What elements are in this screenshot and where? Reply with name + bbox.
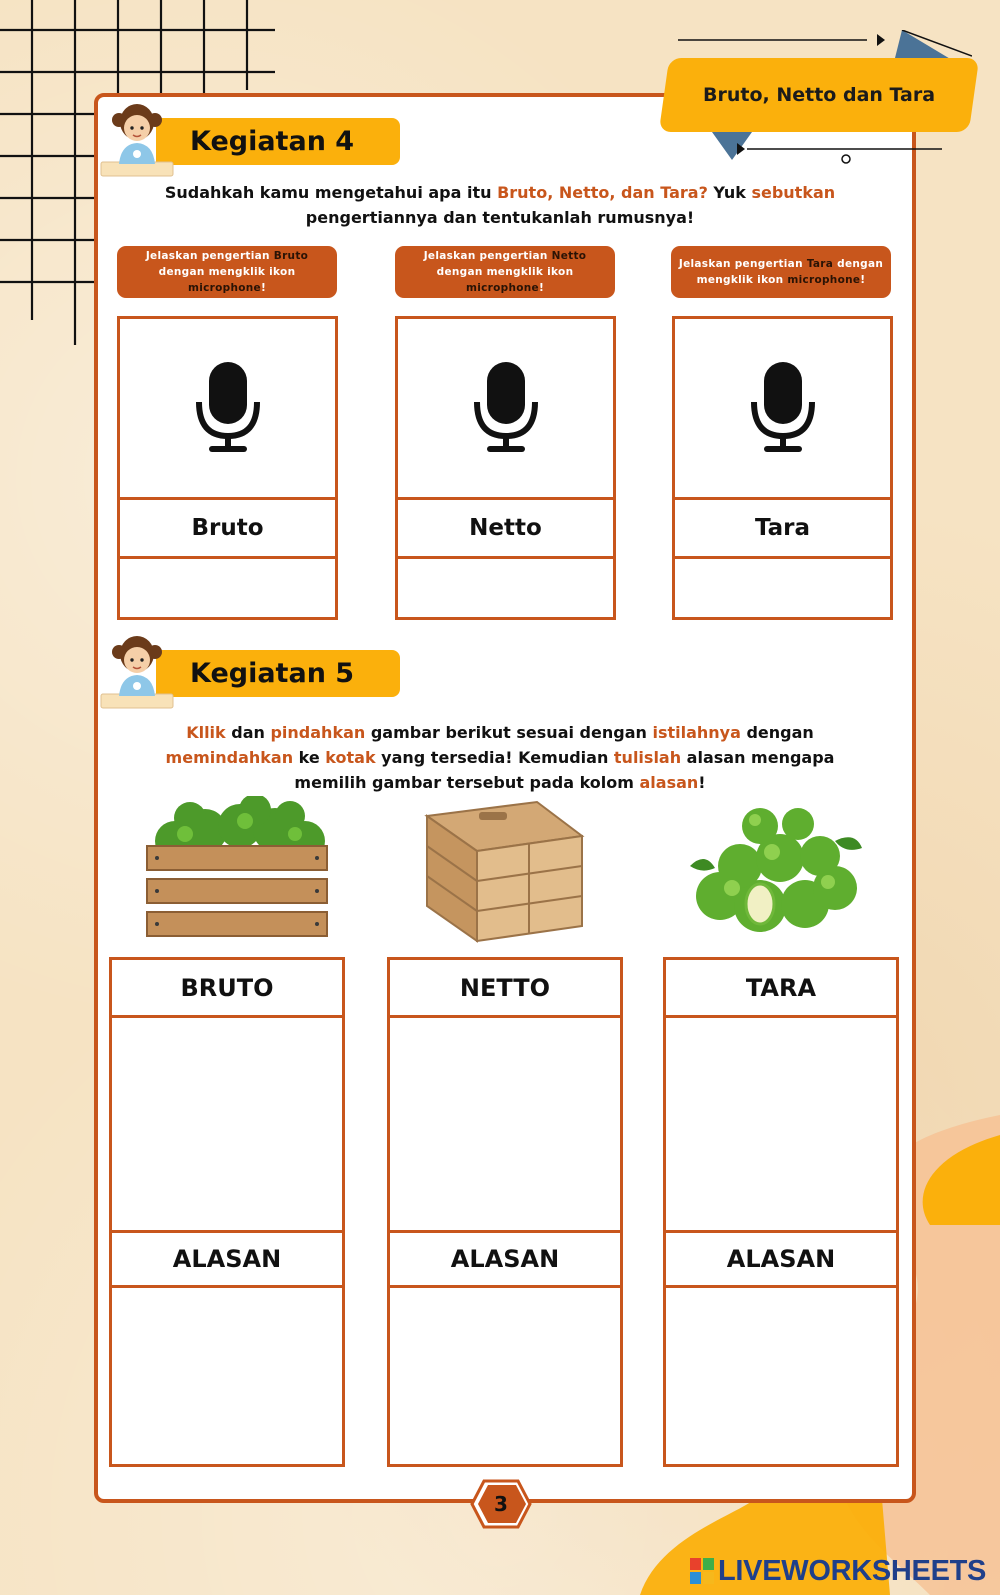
liveworksheets-logo (690, 1553, 990, 1589)
mic-label: Bruto (120, 497, 335, 559)
netto-drop-zone[interactable] (390, 1018, 620, 1230)
highlight-text: Kllik (186, 723, 226, 742)
intro-text: ! (698, 773, 706, 792)
reason-heading: ALASAN (666, 1230, 896, 1288)
reason-heading: ALASAN (112, 1230, 342, 1288)
highlight-text: alasan (639, 773, 699, 792)
mic-label: Netto (398, 497, 613, 559)
highlight-text: pindahkan (270, 723, 366, 742)
bruto-drop-zone[interactable] (112, 1018, 342, 1230)
answer-field-netto[interactable] (398, 559, 613, 617)
instruction-text: ikon (757, 274, 784, 286)
liveworksheets-logo-icon (690, 1558, 714, 1584)
record-bruto-button[interactable] (120, 319, 335, 497)
tara-reason-field[interactable] (666, 1288, 896, 1464)
instruction-text: ! (538, 282, 545, 294)
microphone-icon (195, 360, 261, 456)
kegiatan-5-title: Kegiatan 5 (190, 658, 355, 689)
reason-heading: ALASAN (390, 1230, 620, 1288)
instruction-text: dengan mengklik (436, 266, 548, 278)
tara-drop-zone[interactable] (666, 1018, 896, 1230)
instruction-bruto (117, 246, 337, 298)
mic-label: Tara (675, 497, 890, 559)
instruction-text: microphone (465, 282, 539, 294)
kegiatan-4-title: Kegiatan 4 (190, 126, 355, 157)
instruction-text: ! (260, 282, 267, 294)
instruction-text: ikon (547, 266, 574, 278)
highlight-text: Bruto, Netto, dan Tara? (497, 183, 708, 202)
answer-field-bruto[interactable] (120, 559, 335, 617)
netto-reason-field[interactable] (390, 1288, 620, 1464)
intro-text: pengertiannya dan tentukanlah rumusnya! (305, 208, 695, 227)
instruction-text: ! (860, 274, 866, 286)
page-number: 3 (494, 1492, 508, 1516)
instruction-text: microphone (783, 274, 861, 286)
intro-text: dengan (740, 723, 814, 742)
mic-card-tara (672, 316, 893, 620)
intro-text: yang tersedia! Kemudian (375, 748, 614, 767)
column-heading: NETTO (390, 960, 620, 1018)
instruction-text: Jelaskan pengertian (145, 250, 274, 262)
intro-text: ke (293, 748, 326, 767)
highlight-text: sebutkan (751, 183, 836, 202)
instruction-text: ikon (269, 266, 296, 278)
logo-text: LIVEWORKSHEETS (718, 1554, 987, 1587)
mic-card-bruto (117, 316, 338, 620)
answer-field-tara[interactable] (675, 559, 890, 617)
instruction-term: Tara (806, 258, 834, 270)
instruction-text: dengan mengklik (158, 266, 270, 278)
kegiatan-4-banner (156, 118, 400, 165)
topic-title: Bruto, Netto dan Tara (702, 84, 936, 106)
kegiatan-5-banner (156, 650, 400, 697)
intro-text: gambar berikut sesuai dengan (365, 723, 653, 742)
instruction-text: Jelaskan pengertian (423, 250, 552, 262)
instruction-text: dengan mengklik (696, 258, 884, 286)
instruction-netto (395, 246, 615, 298)
instruction-tara (671, 246, 891, 298)
column-heading: TARA (666, 960, 896, 1018)
highlight-text: kotak (325, 748, 376, 767)
microphone-icon (750, 360, 816, 456)
highlight-text: tulislah (613, 748, 682, 767)
instruction-text: Jelaskan pengertian (678, 258, 807, 270)
student-writing-icon (99, 630, 175, 718)
netto-column (387, 957, 623, 1467)
bruto-column (109, 957, 345, 1467)
green-apples-image[interactable] (680, 796, 865, 946)
highlight-text: istilahnya (652, 723, 741, 742)
intro-text: dan (225, 723, 271, 742)
highlight-text: memindahkan (165, 748, 294, 767)
topic-tag (659, 58, 979, 132)
intro-text: Sudahkah kamu mengetahui apa itu (164, 183, 498, 202)
kegiatan-5-intro (150, 720, 850, 795)
student-writing-icon (99, 98, 175, 186)
instruction-text: microphone (187, 282, 261, 294)
tara-column (663, 957, 899, 1467)
bruto-reason-field[interactable] (112, 1288, 342, 1464)
kegiatan-4-intro (140, 180, 860, 230)
record-netto-button[interactable] (398, 319, 613, 497)
microphone-icon (473, 360, 539, 456)
record-tara-button[interactable] (675, 319, 890, 497)
instruction-term: Netto (551, 250, 587, 262)
crate-with-apples-image[interactable] (145, 796, 330, 946)
column-heading: BRUTO (112, 960, 342, 1018)
intro-text: Yuk (707, 183, 752, 202)
intro-text: alasan mengapa memilih gambar tersebut pada kolom (294, 748, 835, 792)
instruction-term: Bruto (273, 250, 309, 262)
empty-crate-image[interactable] (417, 796, 587, 946)
mic-card-netto (395, 316, 616, 620)
